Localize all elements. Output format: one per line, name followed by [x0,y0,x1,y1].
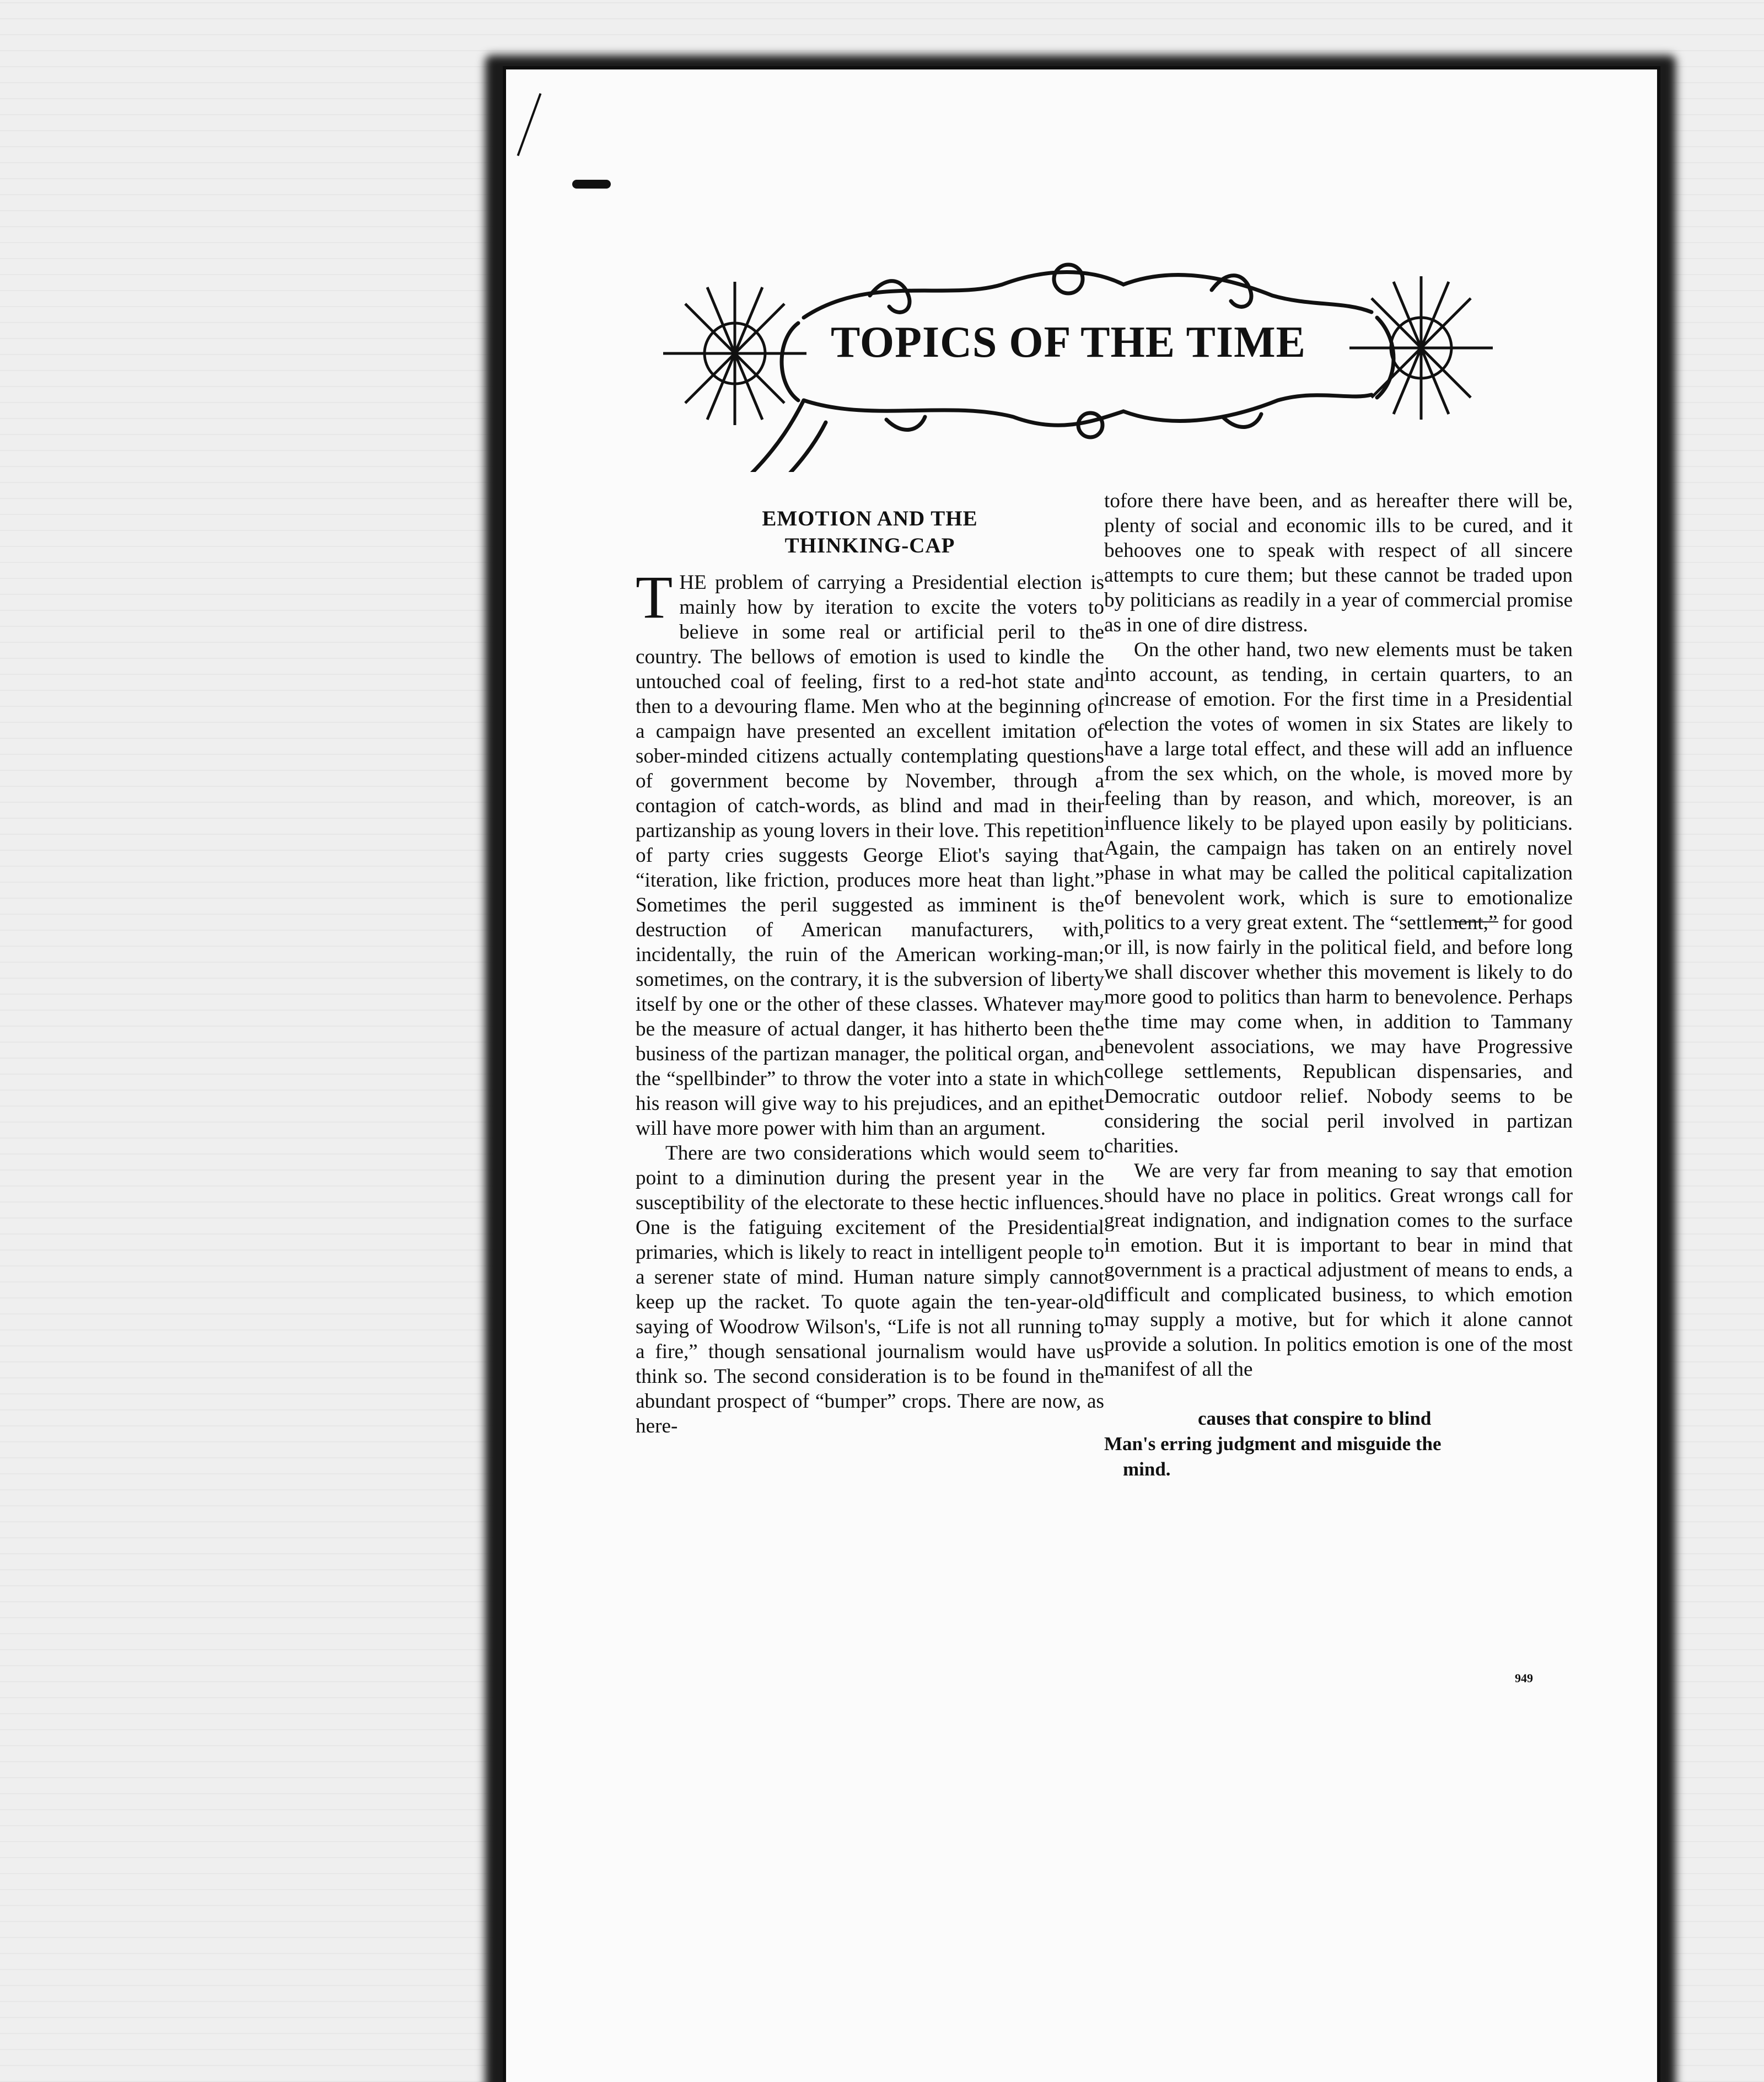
paragraph: On the other hand, two new elements must be taken into account, as tending, in certain quarters, to an increase of emotion. For the first time in a Presidential election the votes of women in six States are likely to have a large total effect, and these will add an influence from the sex which, on the whole, is moved more by feeling than by reason, and which, moreover, is an influence likely to be played upon easily by politicians. Again, the campaign has taken on an entirely novel phase in what may be called the political capitalization of benevolent work, which is sure to emotionalize politics to a very great extent. The “settlement,” for good or ill, is now fairly in the political field, and before long we shall discover whether this movement is likely to do more good to politics than harm to benevolence. Perhaps the time may come when, in addition to Tammany benevolent associations, we may have Progressive college settlements, Republican dispensaries, and Democratic outdoor relief. Nobody seems to be considering the social peril involved in partizan charities. [1104,638,1573,1157]
section-header-ornament [638,235,1498,472]
right-column [1104,489,1573,1482]
section-title: TOPICS OF THE TIME [831,318,1306,367]
quote-line: Man's erring judgment and misguide the [1104,1433,1442,1455]
verse-quote [1104,1406,1573,1482]
article-title-line: THINKING-CAP [784,534,955,557]
paragraph: We are very far from meaning to say that emotion should have no place in politics. Great wrongs call for great indignation, and indignation comes to the surface in emotion. But it is important to bear in mind that government is a practical adjustment of means to ends, a difficult and complicated business, to which emotion may supply a motive, but for which it alone cannot provide a solution. In politics emotion is one of the most manifest of all the [1104,1160,1573,1381]
drop-cap: T [636,564,673,631]
paragraph-text: HE problem of carrying a Presidential election is mainly how by iteration to excite the voters to believe in some real or artificial peril to the country. The bellows of emotion is used to kindle the untouched coal of feeling, first to a red-hot state and then to a devouring flame. Men who at the beginning of a campaign have presented an excellent imitation of sober-minded citizens actually contemplating questions of government become by November, through a contagion of catch-words, as blind and mad in their partizanship as young lovers in their love. This repetition of party cries suggests George Eliot's saying that “iteration, like friction, produces more heat than light.” Sometimes the peril suggested as imminent is the destruction of American manufacturers, with, incidentally, the ruin of the American working-man; sometimes, on the contrary, it is the subversion of liberty itself by one or the other of these classes. Whatever may be the measure of actual danger, it has hitherto been the business of the partizan manager, the political organ, and the “spellbinder” to throw the voter into a state in which his reason will give way to his prejudices, and an epithet will have more power with him than an argument. [636,571,1104,1140]
paragraph [636,564,1104,1141]
quote-line: mind. [1123,1458,1171,1480]
scan-smudge [572,180,611,189]
article-title-line: EMOTION AND THE [762,507,978,530]
paragraph: There are two considerations which would seem to point to a diminution during the present year in the susceptibility of the electorate to these hectic influences. One is the fatiguing excitement of the Presidential primaries, which is likely to react in intelligent people to a serener state of mind. Human nature simply cannot keep up the racket. To quote again the ten-year-old saying of Woodrow Wilson's, “Life is not all running to a fire,” though sensational journalism would have us think so. The second consideration is to be found in the abundant prospect of “bumper” crops. There are now, as here- [636,1142,1104,1437]
magazine-page [503,66,1660,2082]
scan-smudge [517,93,542,156]
left-column [636,505,1104,1439]
quote-line: causes that conspire to blind [1198,1408,1432,1429]
paragraph: tofore there have been, and as hereafter there will be, plenty of social and economic ills to be cured, and it behooves one to speak with respect of all sincere attempts to cure them; but these cannot be traded upon by politicians as readily in a year of commercial promise as in one of dire distress. [1104,490,1573,636]
page-number: 949 [1515,1671,1533,1685]
article-title [636,505,1104,559]
